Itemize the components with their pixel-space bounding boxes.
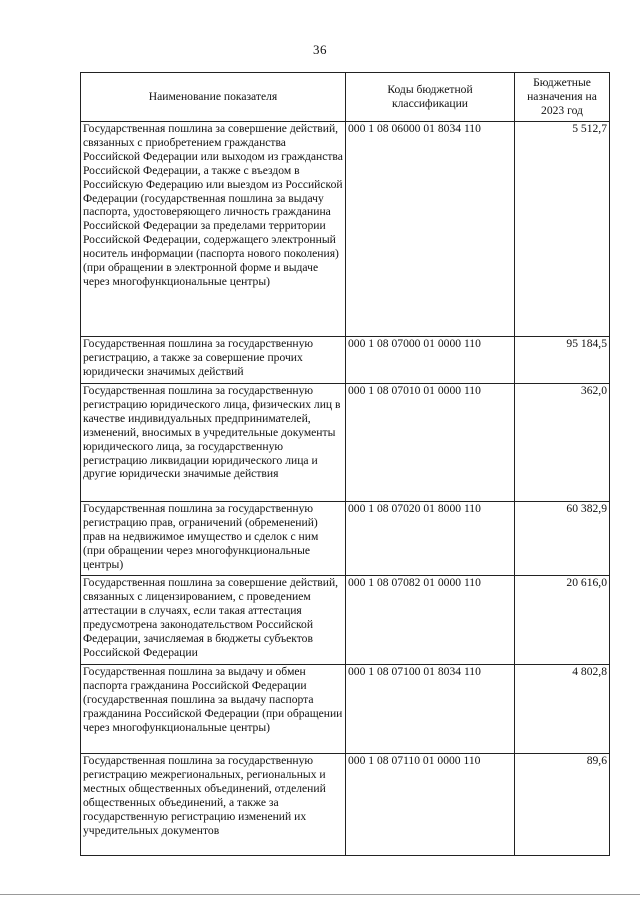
header-budget-codes: Коды бюджетной классификации: [346, 73, 515, 122]
budget-code: 000 1 08 07020 01 8000 110: [346, 502, 515, 576]
indicator-name: Государственная пошлина за государственную регистрацию межрегиональных, региональных и местных общественных объединений, отделений общественных объединений, а также за государственную регистрацию изменений их учредительных документов: [81, 754, 346, 856]
budget-amount: 20 616,0: [515, 576, 610, 665]
header-indicator-name: Наименование показателя: [81, 73, 346, 122]
budget-code: 000 1 08 07100 01 8034 110: [346, 665, 515, 754]
indicator-name: Государственная пошлина за выдачу и обмен паспорта гражданина Российской Федерации (государственная пошлина за выдачу паспорта гражданина Российской Федерации (при обращении через многофункциональные центры): [81, 665, 346, 754]
budget-amount: 5 512,7: [515, 122, 610, 337]
budget-code: 000 1 08 07110 01 0000 110: [346, 754, 515, 856]
budget-amount: 89,6: [515, 754, 610, 856]
table-row: [81, 122, 610, 337]
budget-code: 000 1 08 07082 01 0000 110: [346, 576, 515, 665]
budget-amount: 95 184,5: [515, 337, 610, 384]
header-budget-amount: Бюджетные назначения на 2023 год: [515, 73, 610, 122]
indicator-name: Государственная пошлина за совершение действий, связанных с лицензированием, с проведением аттестации в случаях, если такая аттестация предусмотрена законодательством Российской Федерации, зачисляемая в бюджеты субъектов Российской Федерации: [81, 576, 346, 665]
table-row: [81, 384, 610, 502]
budget-code: 000 1 08 07000 01 0000 110: [346, 337, 515, 384]
table-row: [81, 576, 610, 665]
table-header-row: [81, 73, 610, 122]
indicator-name: Государственная пошлина за совершение действий, связанных с приобретением гражданства Российской Федерации или выходом из гражданства Российской Федерации, а также с въездом в Российскую Федерацию или выездом из Российской Федерации (государственная пошлина за выдачу паспорта, удостоверяющего личность гражданина Российской Федерации за пределами территории Российской Федерации, содержащего электронный носитель информации (паспорта нового поколения) (при обращении в электронной форме и выдаче через многофункциональные центры): [81, 122, 346, 337]
indicator-name: Государственная пошлина за государственную регистрацию прав, ограничений (обременений) прав на недвижимое имущество и сделок с ним (при обращении через многофункциональные центры): [81, 502, 346, 576]
table-row: [81, 502, 610, 576]
budget-amount: 362,0: [515, 384, 610, 502]
budget-table: [80, 72, 610, 856]
table-row: [81, 337, 610, 384]
budget-amount: 60 382,9: [515, 502, 610, 576]
page-number: 36: [313, 42, 327, 57]
indicator-name: Государственная пошлина за государственную регистрацию юридического лица, физических лиц в качестве индивидуальных предпринимателей, изменений, вносимых в учредительные документы юридического лица, за государственную регистрацию ликвидации юридического лица и другие юридически значимые действия: [81, 384, 346, 502]
budget-amount: 4 802,8: [515, 665, 610, 754]
budget-code: 000 1 08 06000 01 8034 110: [346, 122, 515, 337]
budget-code: 000 1 08 07010 01 0000 110: [346, 384, 515, 502]
table-row: [81, 754, 610, 856]
indicator-name: Государственная пошлина за государственную регистрацию, а также за совершение прочих юридически значимых действий: [81, 337, 346, 384]
page-bottom-divider: [0, 894, 640, 895]
table-row: [81, 665, 610, 754]
